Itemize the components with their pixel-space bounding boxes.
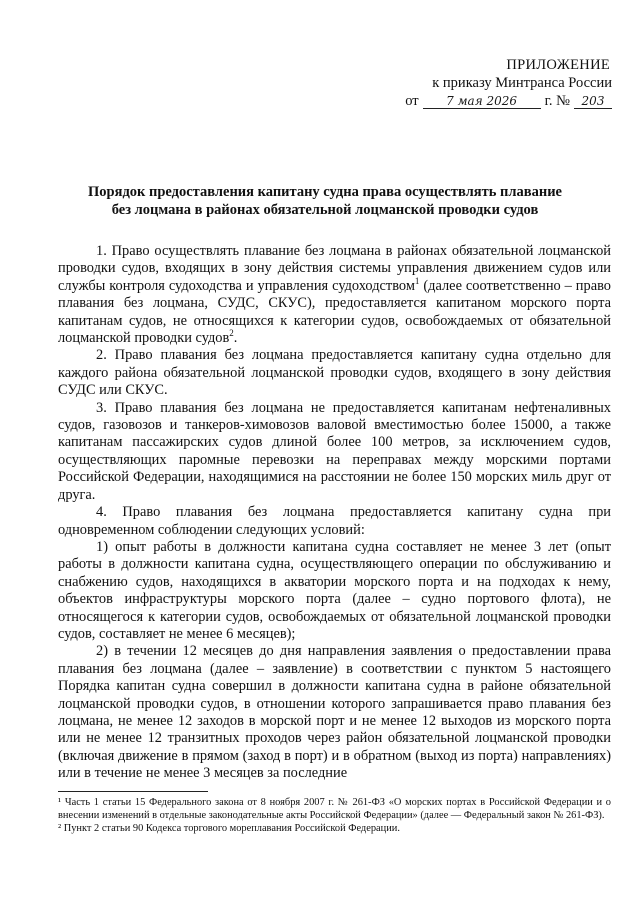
paragraph-1 [58, 243, 611, 347]
footnote-separator [58, 791, 208, 792]
from-label: от [405, 93, 419, 109]
paragraph-1-text: 1. Право осуществлять плавание без лоцмана в районах обязательной лоцманской проводки судов, входящих в зону действия системы управления движением судов или службы контроля судоходства и управления судоходством [58, 243, 611, 294]
paragraph-3: 3. Право плавания без лоцмана не предоставляется капитанам нефтеналивных судов, газовозов и танкеров-химовозов валовой вместимостью более 15000, а также капитанам пассажирских судов длиной более 100 метров, за исключением судов, осуществляющих паромные перевозки на переправах между морскими портами Российской Федерации, находящимися на расстоянии не более 150 морских миль друг от друга. [58, 399, 611, 503]
appendix-header [382, 56, 612, 110]
appendix-label: ПРИЛОЖЕНИЕ [506, 57, 610, 73]
paragraph-4: 4. Право плавания без лоцмана предоставляется капитану судна при одновременном соблюдении следующих условий: [58, 504, 611, 538]
title-line-1: Порядок предоставления капитану судна права осуществлять плавание [88, 184, 562, 200]
handwritten-order-number: 203 [574, 94, 612, 109]
year-number-label: г. № [544, 93, 570, 109]
order-reference: к приказу Минтранса России [432, 75, 612, 91]
footnotes [58, 796, 611, 835]
footnote-2: ² Пункт 2 статьи 90 Кодекса торгового мореплавания Российской Федерации. [58, 823, 400, 834]
document-body [58, 243, 611, 783]
title-line-2: без лоцмана в районах обязательной лоцманской проводки судов [111, 202, 539, 218]
paragraph-2: 2. Право плавания без лоцмана предоставляется капитану судна отдельно для каждого района обязательной лоцманской проводки судов, входящего в зону действия СУДС или СКУС. [58, 347, 611, 399]
paragraph-1-end: . [233, 330, 238, 347]
footnote-ref-2: 2 [229, 328, 234, 339]
handwritten-date: 7 мая 2026 [423, 94, 541, 109]
order-date-line [382, 92, 612, 110]
paragraph-4-item-2: 2) в течении 12 месяцев до дня направления заявления о предоставлении права плавания без лоцмана (далее – заявление) в соответствии с пунктом 5 настоящего Порядка капитан судна совершил в должности капитана судна в районе обязательной лоцманской проводки судов, в отношении которого запрашивается право плавания без лоцмана, не менее 12 заходов в морской порт и не менее 12 выходов из морского порта или не менее 12 транзитных проходов через район обязательной лоцманской проводки (включая движение в прямом (заход в порт) и в обратном (выход из порта) направлениях) или в течение не менее 3 месяцев за последние [58, 643, 611, 782]
footnote-1: ¹ Часть 1 статьи 15 Федерального закона от 8 ноября 2007 г. № 261-ФЗ «О морских портах в Российской Федерации и о внесении изменений в отдельные законодательные акты Российской Федерации» (далее — Федеральный закон № 261-ФЗ). [58, 797, 611, 821]
footnote-ref-1: 1 [414, 276, 420, 287]
document-title [60, 183, 590, 219]
paragraph-4-item-1: 1) опыт работы в должности капитана судна составляет не менее 3 лет (опыт работы в должности капитана судна, осуществляющего операции по обслуживанию и снабжению судов, находящихся в акватории морского порта и на подходах к нему, объектов инфраструктуры морского порта (далее – судно портового флота), не относящегося к категории судов, освобождаемых от обязательной лоцманской проводки судов, составляет не менее 6 месяцев); [58, 538, 611, 642]
paragraph-1-continuation: (далее соответственно – право плавания без лоцмана, СУДС, СКУС), предоставляется капитаном морского порта капитанам судов, не относящихся к категории судов, освобождаемых от обязательной лоцманской проводки судов [58, 277, 611, 347]
